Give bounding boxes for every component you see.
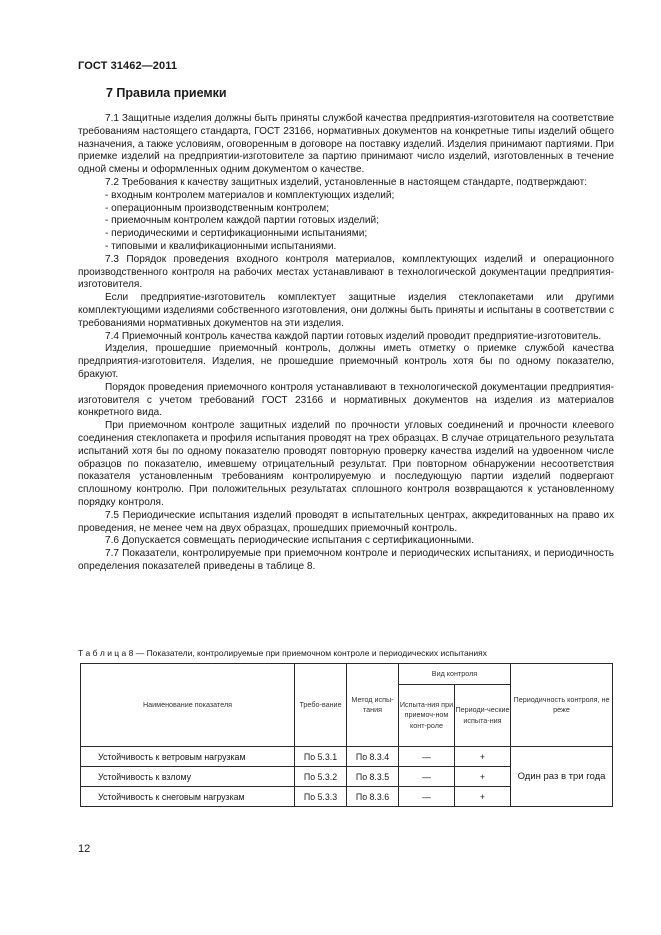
control-list (78, 190, 614, 254)
paragraph: Если предприятие-изготовитель комплектует защитные изделия стеклопакетами или другими комплектующими изделиями собственного изготовления, они должны быть приняты и испытаны в соответствии с требованиями нормативных документов на эти изделия. (78, 292, 614, 329)
paragraph: Порядок проведения приемочного контроля устанавливают в технологической документации предприятия-изготовителя с учетом требований ГОСТ 23166 и нормативных документов на изделия из материалов конкретного вида. (78, 381, 614, 419)
table-row (81, 747, 613, 767)
header-periodic: Периоди-ческие испыта-ния (455, 685, 511, 747)
header-name: Наименование показателя (81, 664, 295, 747)
header-control-type: Вид контроля (399, 664, 511, 685)
row-acceptance: — (399, 767, 455, 787)
paragraph: При приемочном контроле защитных изделий по прочности угловых соединений и прочности клеевого соединения стеклопакета и профиля испытания проводят на трех образцах. В случае отрицательного результата испытаний хотя бы по одному показателю проводят повторную проверку качества изделий на удвоенном числе образцов по показателю, имевшему отрицательный результат. При повторном обнаружении несоответствия показателя установленным требованиям контролируемую и последующую партии изделий подвергают сплошному контролю. При положительных результатах сплошного контроля возвращаются к установленному порядку контроля. (78, 420, 614, 508)
list-item: - приемочным контролем каждой партии готовых изделий; (105, 215, 380, 227)
paragraph-7-1: 7.1 Защитные изделия должны быть приняты службой качества предприятия-изготовителя на соответствие требованиям настоящего стандарта, ГОСТ 23166, нормативных документов на конкретные типы изделий общего назначения, а также условиям, оговоренным в договоре на поставку изделий. Изделия принимают партиями. При приемке изделий на предприятии-изготовителе за партию принимают число изделий, изготовленных в течение одной смены и оформленных одним документом о качестве. (78, 113, 614, 176)
list-item: - периодическими и сертификационными испытаниями; (105, 228, 368, 240)
row-requirement: По 5.3.1 (295, 747, 347, 767)
paragraph: Изделия, прошедшие приемочный контроль, должны иметь отметку о приемке службой качества предприятия-изготовителя. Изделия, не прошедшие приемочный контроль хотя бы по одному показателю, бракуют. (78, 343, 614, 380)
header-acceptance: Испыта-ния при приемоч-ном конт-роле (399, 685, 455, 747)
row-periodic: + (455, 767, 511, 787)
header-frequency: Периодичность контроля, не реже (511, 664, 613, 747)
paragraph-7-2: 7.2 Требования к качеству защитных изделий, установленные в настоящем стандарте, подтверждают: (105, 176, 588, 188)
row-name: Устойчивость к снеговым нагрузкам (81, 787, 295, 807)
section-title: 7 Правила приемки (106, 86, 227, 100)
section-body (78, 113, 614, 574)
list-item: - входным контролем материалов и комплектующих изделий; (105, 189, 395, 201)
paragraph-7-7: 7.7 Показатели, контролируемые при приемочном контроле и периодических испытаниях, и периодичность определения показателей приведены в таблице 8. (78, 548, 614, 572)
row-method: По 8.3.4 (347, 747, 399, 767)
row-periodic: + (455, 747, 511, 767)
paragraph-7-3: 7.3 Порядок проведения входного контроля материалов, комплектующих изделий и операционного производственного контроля на рабочих местах устанавливают в технологической документации предприятия-изготовителя. (78, 253, 614, 291)
table-caption: Т а б л и ц а 8 — Показатели, контролируемые при приемочном контроле и периодических испытаниях (78, 648, 488, 658)
paragraph-7-5: 7.5 Периодические испытания изделий проводят в испытательных центрах, аккредитованных на право их проведения, не менее чем на двух образцах, прошедших приемочный контроль. (78, 509, 614, 534)
row-method: По 8.3.6 (347, 787, 399, 807)
list-item: - операционным производственным контролем; (105, 202, 330, 214)
paragraph-7-6: 7.6 Допускается совмещать периодические испытания с сертификационными. (105, 535, 474, 547)
document-header: ГОСТ 31462—2011 (78, 60, 178, 72)
row-name: Устойчивость к взлому (81, 767, 295, 787)
row-name: Устойчивость к ветровым нагрузкам (81, 747, 295, 767)
row-acceptance: — (399, 787, 455, 807)
row-periodic: + (455, 787, 511, 807)
row-method: По 8.3.5 (347, 767, 399, 787)
paragraph-7-4: 7.4 Приемочный контроль качества каждой партии готовых изделий проводит предприятие-изготовитель. (105, 330, 602, 342)
frequency-value: Один раз в три года (511, 747, 613, 807)
row-requirement: По 5.3.2 (295, 767, 347, 787)
row-requirement: По 5.3.3 (295, 787, 347, 807)
header-method: Метод испы-тания (347, 664, 399, 747)
row-acceptance: — (399, 747, 455, 767)
list-item: - типовыми и квалификационными испытаниями. (105, 240, 337, 252)
header-requirement: Требо-вание (295, 664, 347, 747)
page-number: 12 (78, 843, 91, 855)
table-8 (80, 663, 613, 807)
